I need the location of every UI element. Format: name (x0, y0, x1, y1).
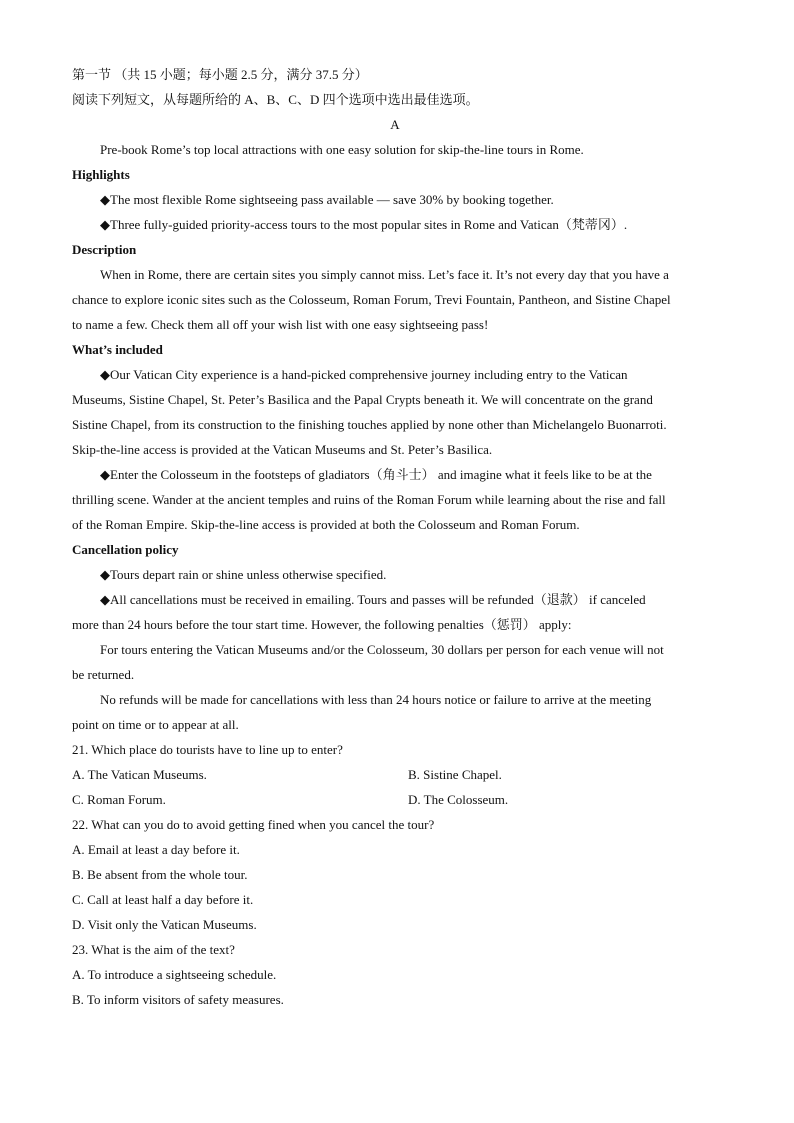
highlight-bullet-1: ◆The most flexible Rome sightseeing pass available — save 30% by booking together. (100, 192, 554, 207)
penalty-paragraph-line-2: be returned. (72, 667, 135, 682)
description-line-1: When in Rome, there are certain sites you simply cannot miss. Let’s face it. It’s not every day that you have a (100, 267, 669, 282)
included-heading: What’s included (72, 342, 163, 357)
question-21-options-row-1 (72, 762, 718, 787)
question-22-option-b: B. Be absent from the whole tour. (72, 867, 248, 882)
description-line-3: to name a few. Check them all off your wish list with one easy sightseeing pass! (72, 317, 489, 332)
included-p2-line-2: thrilling scene. Wander at the ancient temples and ruins of the Roman Forum while learning about the rise and fall (72, 492, 666, 507)
cancellation-heading: Cancellation policy (72, 542, 179, 557)
question-21-option-c: C. Roman Forum. (72, 792, 166, 807)
question-21-option-a: A. The Vatican Museums. (72, 767, 207, 782)
passage-label: A (390, 117, 400, 132)
included-p1-line-3: Sistine Chapel, from its construction to the finishing touches applied by none other than Michelangelo Buonarroti. (72, 417, 667, 432)
refund-paragraph-line-2: point on time or to appear at all. (72, 717, 239, 732)
description-line-2: chance to explore iconic sites such as the Colosseum, Roman Forum, Trevi Fountain, Pantheon, and Sistine Chapel (72, 292, 671, 307)
included-p1-line-4: Skip-the-line access is provided at the Vatican Museums and St. Peter’s Basilica. (72, 442, 493, 457)
highlights-heading: Highlights (72, 167, 130, 182)
question-22-option-c: C. Call at least half a day before it. (72, 892, 254, 907)
description-heading: Description (72, 242, 137, 257)
section-header: 第一节 （共 15 小题；每小题 2.5 分，满分 37.5 分） (72, 67, 368, 82)
passage-intro: Pre-book Rome’s top local attractions with one easy solution for skip-the-line tours in Rome. (100, 142, 584, 157)
included-p1-line-2: Museums, Sistine Chapel, St. Peter’s Basilica and the Papal Crypts beneath it. We will concentrate on the grand (72, 392, 653, 407)
question-21-option-d: D. The Colosseum. (408, 792, 509, 807)
question-23-stem: 23. What is the aim of the text? (72, 942, 235, 957)
question-23-option-b: B. To inform visitors of safety measures. (72, 992, 284, 1007)
penalty-paragraph-line-1: For tours entering the Vatican Museums and/or the Colosseum, 30 dollars per person for each venue will not (100, 642, 664, 657)
cancellation-bullet-2-line-1: ◆All cancellations must be received in emailing. Tours and passes will be refunded（退款） if canceled (100, 592, 646, 607)
highlight-bullet-2: ◆Three fully-guided priority-access tours to the most popular sites in Rome and Vatican（梵蒂冈）. (100, 217, 628, 232)
cancellation-bullet-1: ◆Tours depart rain or shine unless otherwise specified. (100, 567, 387, 582)
refund-paragraph-line-1: No refunds will be made for cancellations with less than 24 hours notice or failure to arrive at the meeting (100, 692, 652, 707)
question-21-options-row-2 (72, 787, 718, 812)
question-22-stem: 22. What can you do to avoid getting fined when you cancel the tour? (72, 817, 435, 832)
cancellation-bullet-2-line-2: more than 24 hours before the tour start time. However, the following penalties（惩罚） apply: (72, 617, 572, 632)
question-21-option-b: B. Sistine Chapel. (408, 767, 502, 782)
included-p2-line-1: ◆Enter the Colosseum in the footsteps of gladiators（角斗士） and imagine what it feels like to be at the (100, 467, 652, 482)
question-21-stem: 21. Which place do tourists have to line up to enter? (72, 742, 343, 757)
question-22-option-a: A. Email at least a day before it. (72, 842, 240, 857)
page-content (72, 62, 718, 1012)
instruction: 阅读下列短文，从每题所给的 A、B、C、D 四个选项中选出最佳选项。 (72, 92, 479, 107)
question-23-option-a: A. To introduce a sightseeing schedule. (72, 967, 277, 982)
included-p1-line-1: ◆Our Vatican City experience is a hand-picked comprehensive journey including entry to the Vatican (100, 367, 628, 382)
question-22-option-d: D. Visit only the Vatican Museums. (72, 917, 257, 932)
included-p2-line-3: of the Roman Empire. Skip-the-line access is provided at both the Colosseum and Roman Forum. (72, 517, 580, 532)
